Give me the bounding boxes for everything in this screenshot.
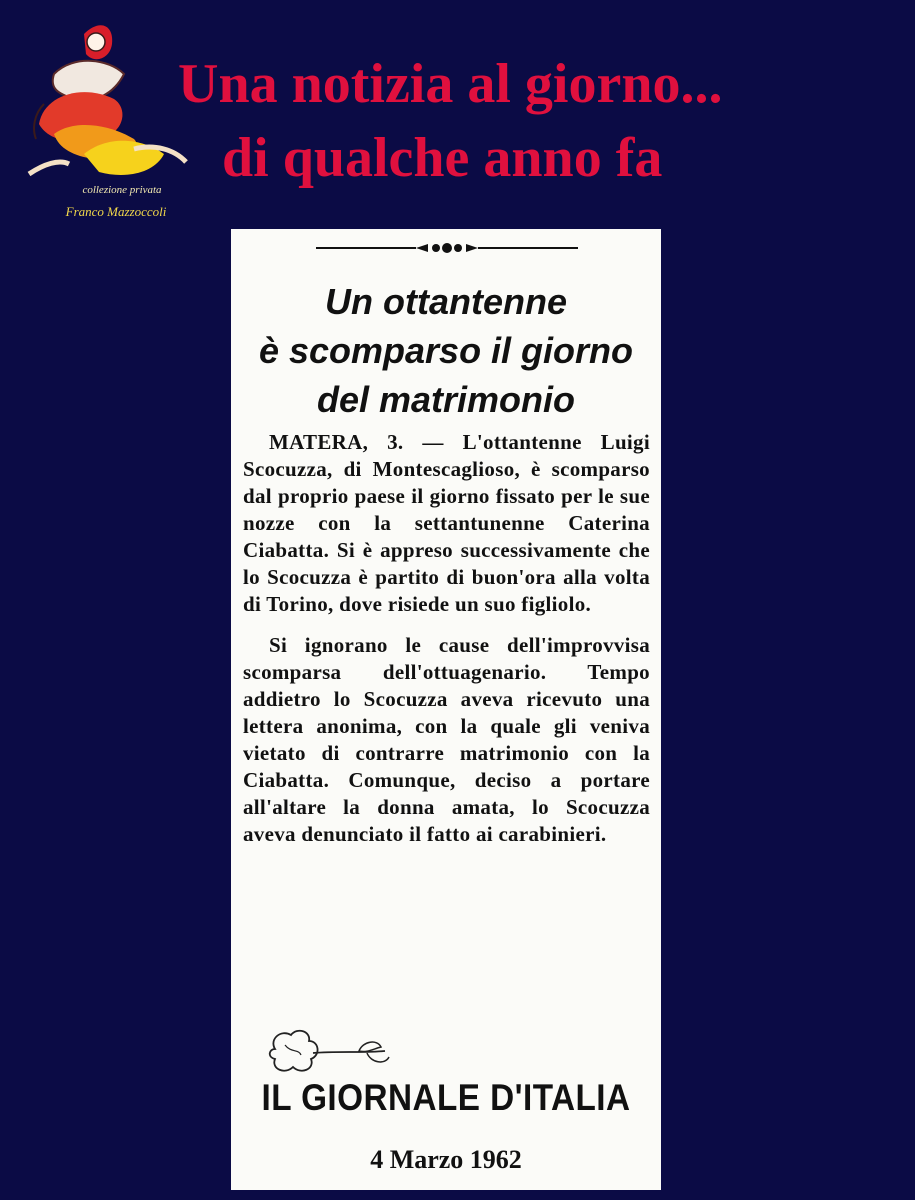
article-paragraph-1: MATERA, 3. — L'ottantenne Luigi Scocuzza, di Montescaglioso, è scomparso dal proprio paese il giorno fissato per le sue nozze con la settantunenne Caterina Ciabatta. Si è appreso successivamente che lo Scocuzza è partito di buon'ora alla volta di Torino, dove risiede un suo figliolo. xyxy=(243,430,650,616)
header-title-line1: Una notizia al giorno... xyxy=(178,53,723,115)
newspaper-name: IL GIORNALE D'ITALIA xyxy=(261,1077,631,1118)
headline-text: Un ottantenne è scomparso il giorno del matrimonio xyxy=(258,281,634,420)
publication-date: 4 Marzo 1962 xyxy=(370,1145,522,1174)
header-title-line2: di qualche anno fa xyxy=(222,127,663,189)
dancer-illustration xyxy=(14,14,194,189)
collection-logo xyxy=(14,14,194,224)
article-headline xyxy=(251,277,641,424)
flower-icon xyxy=(267,1027,397,1075)
newspaper-clipping xyxy=(231,229,661,1190)
article-paragraph-2: Si ignorano le cause dell'improvvisa scomparsa dell'ottuagenario. Tempo addietro lo Scocuzza aveva ricevuto una lettera anonima, con la quale gli veniva vietato di contrarre matrimonio con la Ciabatta. Comunque, deciso a portare all'altare la donna amata, lo Scocuzza aveva denunciato il fatto ai carabinieri. xyxy=(243,633,650,846)
collection-label: collezione privata xyxy=(82,184,162,196)
collection-owner: Franco Mazzoccoli xyxy=(65,204,167,219)
article-body xyxy=(243,429,650,848)
ornament-divider xyxy=(316,241,578,255)
